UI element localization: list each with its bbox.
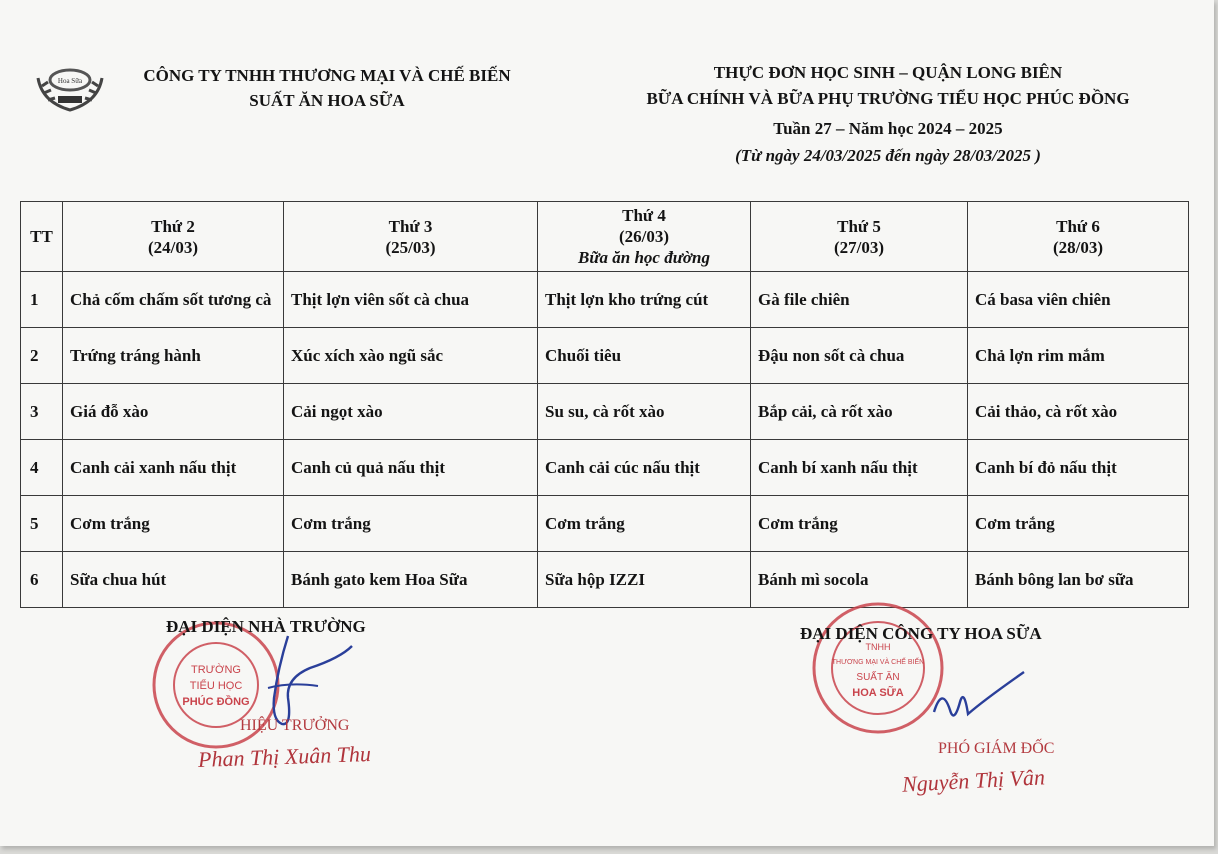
day-header [63, 202, 284, 272]
day-header [968, 202, 1189, 272]
day-name: Thứ 4 [622, 206, 666, 225]
dish-cell: Cá basa viên chiên [968, 272, 1189, 328]
dish-cell: Giá đỗ xào [63, 384, 284, 440]
day-name: Thứ 5 [837, 216, 881, 236]
row-number: 5 [21, 496, 63, 552]
day-header [284, 202, 538, 272]
dish-cell: Sữa chua hút [63, 552, 284, 608]
company-stamp [808, 598, 948, 738]
dish-cell: Thịt lợn kho trứng cút [538, 272, 751, 328]
dish-cell: Canh bí đỏ nấu thịt [968, 440, 1189, 496]
dish-cell: Bánh bông lan bơ sữa [968, 552, 1189, 608]
row-number: 1 [21, 272, 63, 328]
row-number: 6 [21, 552, 63, 608]
day-name: Thứ 6 [1056, 216, 1100, 236]
company-name [108, 63, 546, 113]
dish-cell: Canh bí xanh nấu thịt [751, 440, 968, 496]
dish-cell: Canh cải cúc nấu thịt [538, 440, 751, 496]
row-number: 2 [21, 328, 63, 384]
day-header [538, 202, 751, 272]
dish-cell: Gà file chiên [751, 272, 968, 328]
table-row [21, 440, 1189, 496]
day-name: Thứ 3 [388, 216, 433, 236]
company-role: PHÓ GIÁM ĐỐC [938, 740, 1055, 757]
week-label: Tuần 27 – Năm học 2024 – 2025 [773, 119, 1003, 138]
dish-cell: Canh củ quả nấu thịt [284, 440, 538, 496]
dish-cell: Chả lợn rim mắm [968, 328, 1189, 384]
row-number: 4 [21, 440, 63, 496]
dish-cell: Thịt lợn viên sốt cà chua [284, 272, 538, 328]
school-signature-title: ĐẠI DIỆN NHÀ TRƯỜNG [166, 617, 366, 636]
company-name-line1: CÔNG TY TNHH THƯƠNG MẠI VÀ CHẾ BIẾN [143, 66, 511, 85]
dish-cell: Bánh mì socola [751, 552, 968, 608]
dish-cell: Xúc xích xào ngũ sắc [284, 328, 538, 384]
school-stamp-line2: TIỂU HỌC [189, 680, 243, 692]
dish-cell: Cơm trắng [538, 496, 751, 552]
menu-heading [588, 60, 1188, 169]
dish-cell: Cơm trắng [968, 496, 1189, 552]
table-row [21, 272, 1189, 328]
table-row [21, 496, 1189, 552]
table-row [21, 328, 1189, 384]
dish-cell: Canh cải xanh nấu thịt [63, 440, 284, 496]
heading-line2: BỮA CHÍNH VÀ BỮA PHỤ TRƯỜNG TIỂU HỌC PHÚC ĐỒNG [646, 89, 1130, 108]
company-logo-icon [32, 60, 108, 116]
dish-cell: Trứng tráng hành [63, 328, 284, 384]
dish-cell: Bánh gato kem Hoa Sữa [284, 552, 538, 608]
table-header-row [21, 202, 1189, 272]
day-date: (25/03) [385, 237, 436, 257]
row-number: 3 [21, 384, 63, 440]
dish-cell: Cải ngọt xào [284, 384, 538, 440]
dish-cell: Bắp cải, cà rốt xào [751, 384, 968, 440]
dish-cell: Sữa hộp IZZI [538, 552, 751, 608]
company-stamp-line2: THƯƠNG MẠI VÀ CHẾ BIẾN [831, 659, 925, 666]
company-signature-ink-icon [928, 666, 1028, 736]
table-row [21, 384, 1189, 440]
dish-cell: Chả cốm chấm sốt tương cà [63, 272, 284, 328]
dish-cell: Cơm trắng [284, 496, 538, 552]
day-name: Thứ 2 [151, 216, 195, 236]
company-stamp-line4: HOA SỮA [852, 687, 904, 699]
day-date: (24/03) [147, 237, 199, 257]
date-range: (Từ ngày 24/03/2025 đến ngày 28/03/2025 ) [735, 146, 1041, 165]
dish-cell: Đậu non sốt cà chua [751, 328, 968, 384]
dish-cell: Cơm trắng [63, 496, 284, 552]
school-signer-name: Phan Thị Xuân Thu [197, 740, 372, 773]
day-note: Bữa ăn học đường [578, 248, 710, 267]
school-stamp-line1: TRƯỜNG [191, 664, 241, 676]
school-role: HIỆU TRƯỞNG [240, 717, 350, 734]
company-name-line2: SUẤT ĂN HOA SỮA [249, 91, 405, 110]
company-stamp-line3: SUẤT ĂN [856, 672, 900, 683]
company-signer-name: Nguyễn Thị Vân [901, 764, 1046, 797]
day-date: (26/03) [618, 227, 670, 246]
dish-cell: Cải thảo, cà rốt xào [968, 384, 1189, 440]
day-date: (27/03) [833, 237, 885, 257]
day-header [751, 202, 968, 272]
menu-table [20, 201, 1189, 608]
tt-header: TT [21, 202, 63, 272]
company-signature-title: ĐẠI DIỆN CÔNG TY HOA SỮA [800, 624, 1042, 643]
school-stamp-line3: PHÚC ĐỒNG [182, 696, 250, 708]
dish-cell: Su su, cà rốt xào [538, 384, 751, 440]
dish-cell: Cơm trắng [751, 496, 968, 552]
svg-text:Hoa Sữa: Hoa Sữa [57, 77, 83, 85]
day-date: (28/03) [1052, 237, 1104, 257]
heading-line1: THỰC ĐƠN HỌC SINH – QUẬN LONG BIÊN [713, 63, 1063, 82]
dish-cell: Chuối tiêu [538, 328, 751, 384]
table-row [21, 552, 1189, 608]
company-stamp-line1: TNHH [865, 642, 891, 652]
